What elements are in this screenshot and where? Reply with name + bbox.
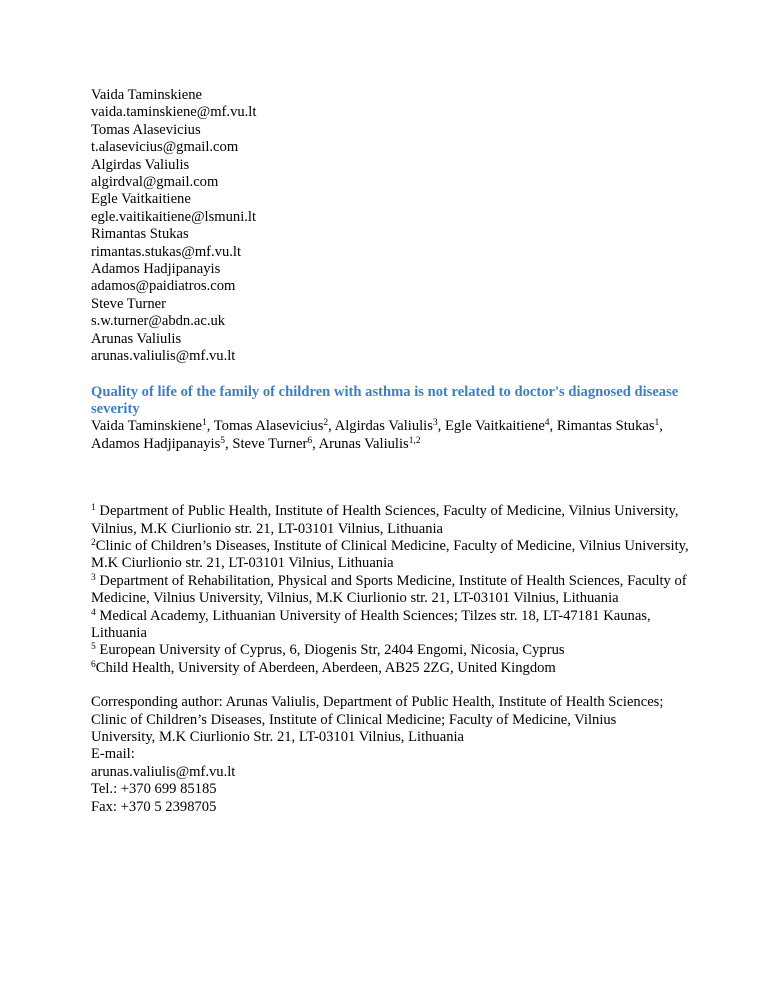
contact-name: Arunas Valiulis — [91, 330, 182, 347]
author-name: Egle Vaitkaitiene — [444, 418, 545, 435]
author-list — [91, 418, 681, 453]
affiliation-item — [91, 642, 691, 659]
contact-name: Egle Vaitkaitiene — [91, 191, 191, 208]
author-name: Rimantas Stukas — [556, 418, 655, 435]
author-affiliation-ref: 1 — [654, 418, 660, 429]
author-separator: , — [437, 418, 445, 435]
contact-email: algirdval@gmail.com — [91, 174, 219, 191]
corresponding-author-text: Corresponding author: Arunas Valiulis, Department of Public Health, Institute of Health Sciences; Clinic of Children’s Diseases, Institute of Clinical Medicine; Faculty of Medicine, Vilnius University, M.K Ciurlionio Str. 21, LT-03101 Vilnius, Lithuania — [91, 694, 664, 745]
affiliation-number: 2 — [91, 537, 96, 548]
contact-email: vaida.taminskiene@mf.vu.lt — [91, 104, 257, 121]
affiliation-number: 1 — [91, 503, 96, 514]
affiliation-item — [91, 660, 691, 677]
affiliation-item — [91, 503, 691, 538]
contact-email: adamos@paidiatros.com — [91, 278, 236, 295]
affiliation-item — [91, 538, 691, 573]
contact-email: arunas.valiulis@mf.vu.lt — [91, 348, 236, 365]
author-name: Steve Turner — [232, 435, 308, 452]
author-separator: , — [659, 418, 663, 435]
author-affiliation-ref: 1 — [201, 418, 207, 429]
contact-name: Adamos Hadjipanayis — [91, 261, 221, 278]
author-separator: , — [549, 418, 557, 435]
author-affiliation-ref: 6 — [307, 435, 313, 446]
affiliation-number: 5 — [91, 642, 96, 653]
affiliation-item — [91, 573, 691, 608]
paper-title: Quality of life of the family of children with asthma is not related to doctor's diagnosed disease severity — [91, 383, 679, 417]
contact-email: egle.vaitikaitiene@lsmuni.lt — [91, 208, 257, 225]
affiliation-item — [91, 608, 691, 643]
telephone: Tel.: +370 699 85185 — [91, 781, 217, 798]
contact-email: s.w.turner@abdn.ac.uk — [91, 313, 226, 330]
fax: Fax: +370 5 2398705 — [91, 798, 217, 815]
affiliation-text: Department of Public Health, Institute of Health Sciences, Faculty of Medicine, Vilnius University, Vilnius, M.K Ciurlionio str. 21, LT-03101 Vilnius, Lithuania — [91, 503, 679, 537]
contact-email: t.alasevicius@gmail.com — [91, 139, 239, 156]
affiliation-text: Child Health, University of Aberdeen, Aberdeen, AB25 2ZG, United Kingdom — [95, 659, 556, 676]
document-page — [91, 87, 731, 816]
author-name: Adamos Hadjipanayis — [91, 435, 221, 452]
author-affiliation-ref: 5 — [220, 435, 226, 446]
contact-name: Tomas Alasevicius — [91, 121, 201, 138]
author-name: Arunas Valiulis — [318, 435, 409, 452]
corresponding-author-block — [91, 694, 671, 816]
contact-email: rimantas.stukas@mf.vu.lt — [91, 243, 242, 260]
contact-name: Rimantas Stukas — [91, 226, 189, 243]
author-separator: , — [312, 435, 319, 452]
author-separator: , — [206, 418, 214, 435]
corresponding-email: arunas.valiulis@mf.vu.lt — [91, 763, 236, 780]
contact-name: Steve Turner — [91, 295, 166, 312]
affiliation-number: 3 — [91, 572, 96, 583]
contact-list — [91, 87, 731, 366]
affiliation-list — [91, 503, 731, 677]
affiliation-number: 6 — [91, 659, 96, 670]
email-label: E-mail: — [91, 746, 135, 763]
author-separator: , — [225, 435, 233, 452]
author-separator: , — [328, 418, 335, 435]
author-affiliation-ref: 2 — [323, 418, 329, 429]
affiliation-text: Clinic of Children’s Diseases, Institute of Clinical Medicine, Faculty of Medicine, Vilnius University, M.K Ciurlionio str. 21, LT-03101 Vilnius, Lithuania — [91, 537, 689, 572]
contact-name: Vaida Taminskiene — [91, 87, 202, 103]
affiliation-number: 4 — [91, 607, 96, 618]
author-name: Algirdas Valiulis — [334, 418, 433, 435]
affiliation-text: Department of Rehabilitation, Physical and Sports Medicine, Institute of Health Sciences, Faculty of Medicine, Vilnius University, Vilnius, M.K Ciurlionio str. 21, LT-03101 Vilnius, Lithuania — [91, 572, 687, 607]
affiliation-text: European University of Cyprus, 6, Diogenis Str, 2404 Engomi, Nicosia, Cyprus — [95, 642, 565, 659]
affiliation-text: Medical Academy, Lithuanian University of Health Sciences; Tilzes str. 18, LT-47181 Kaunas, Lithuania — [91, 607, 651, 641]
contact-name: Algirdas Valiulis — [91, 156, 190, 173]
author-name: Vaida Taminskiene — [91, 418, 202, 435]
author-affiliation-ref: 4 — [544, 418, 550, 429]
author-affiliation-ref: 1,2 — [408, 435, 421, 446]
author-affiliation-ref: 3 — [432, 418, 438, 429]
author-name: Tomas Alasevicius — [213, 418, 324, 435]
